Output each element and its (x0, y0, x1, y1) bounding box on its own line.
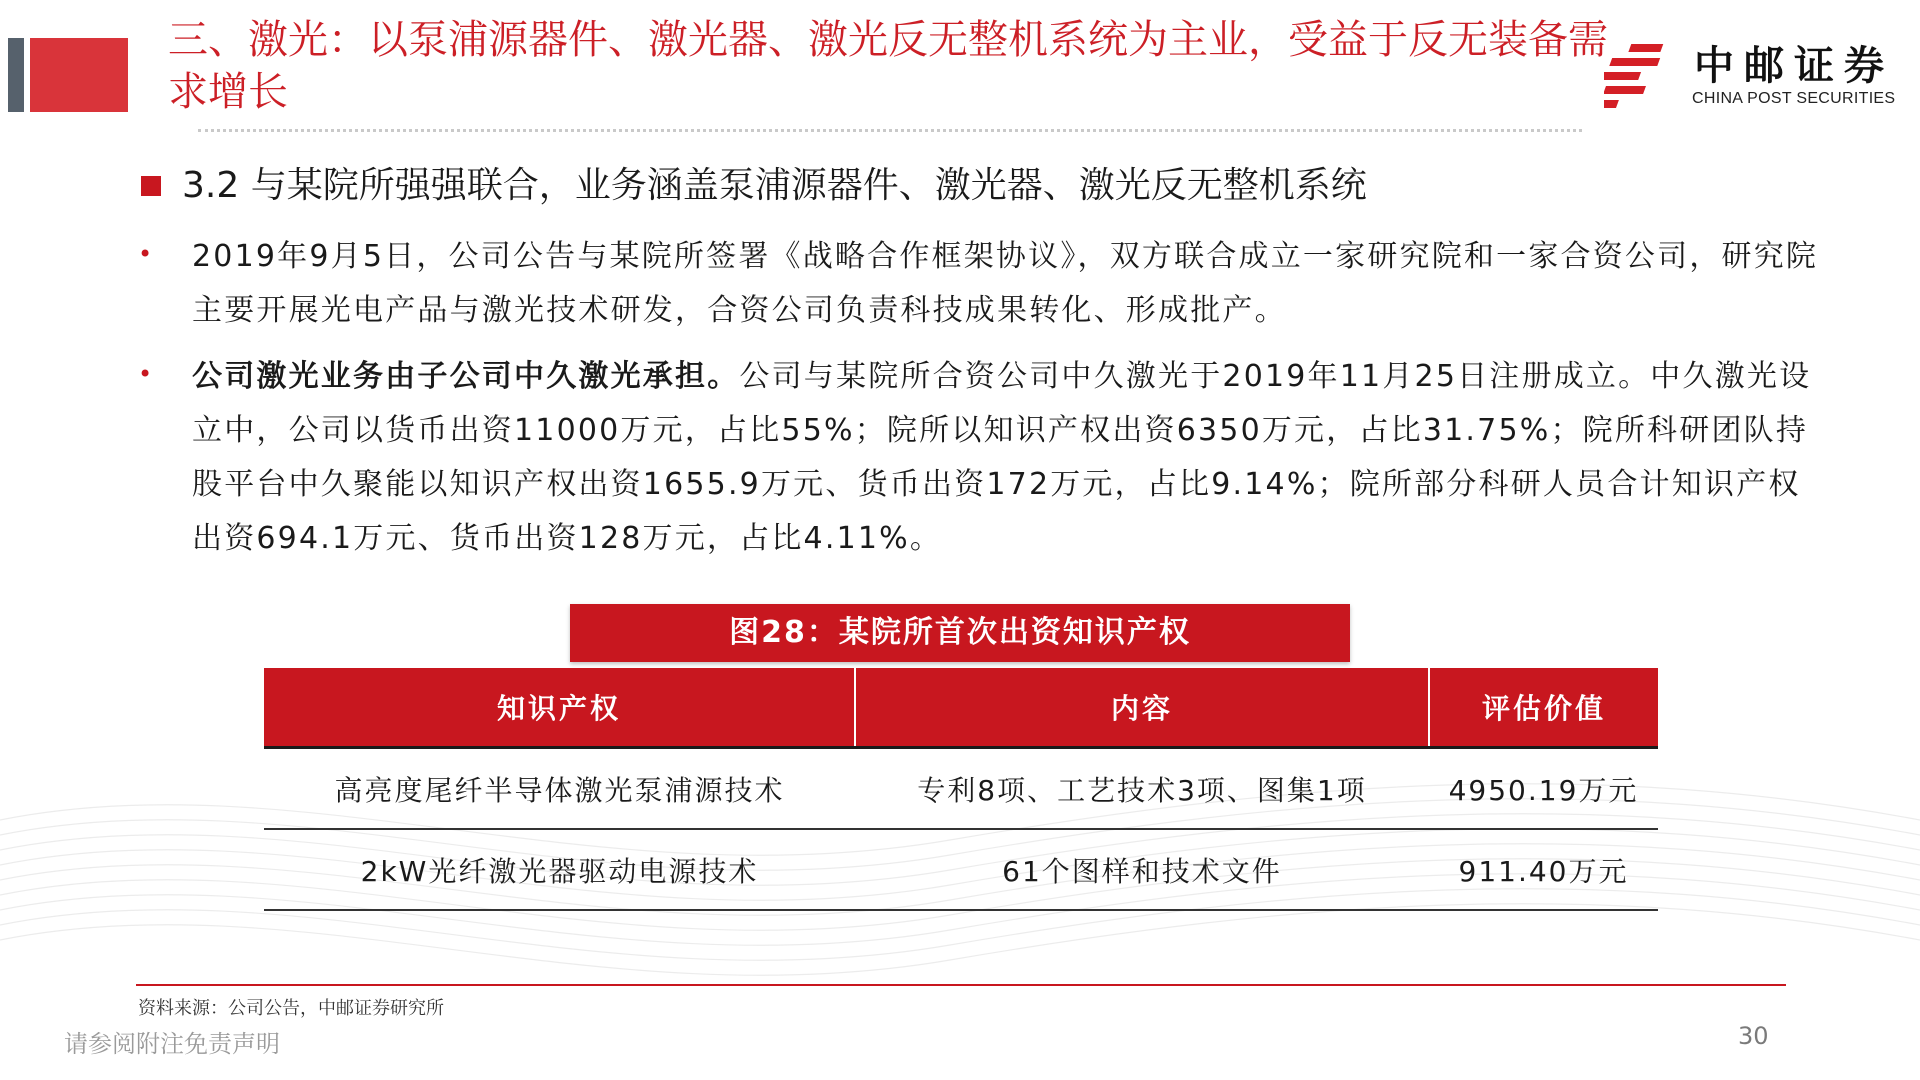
page-number: 30 (1738, 1022, 1769, 1050)
table-cell: 61个图样和技术文件 (855, 829, 1429, 910)
bullet-text (192, 230, 1832, 338)
table-cell: 911.40万元 (1429, 829, 1658, 910)
bullet-text (192, 350, 1832, 566)
table-header-row (264, 668, 1658, 748)
company-logo (1604, 42, 1904, 112)
table-row (264, 829, 1658, 910)
slide-title: 三、激光：以泵浦源器件、激光器、激光反无整机系统为主业，受益于反无装备需求增长 (168, 17, 1608, 115)
bullet-dot: • (138, 240, 153, 268)
table-cell: 高亮度尾纤半导体激光泵浦源技术 (264, 748, 855, 830)
header-accent-red (30, 38, 128, 112)
table-header-cell: 评估价值 (1429, 668, 1658, 748)
table-cell: 2kW光纤激光器驱动电源技术 (264, 829, 855, 910)
disclaimer-link[interactable]: 请参阅附注免责声明 (64, 1030, 280, 1058)
header-accent-gray (8, 38, 24, 112)
source-divider (136, 984, 1786, 986)
source-note: 资料来源：公司公告，中邮证券研究所 (138, 998, 444, 1019)
section-title: 3.2 与某院所强强联合，业务涵盖泵浦源器件、激光器、激光反无整机系统 (182, 165, 1367, 206)
china-post-logo-icon (1604, 42, 1674, 112)
table-header-cell: 内容 (855, 668, 1429, 748)
figure-caption: 图28：某院所首次出资知识产权 (570, 604, 1350, 662)
table-row (264, 748, 1658, 830)
logo-english-name: CHINA POST SECURITIES (1692, 90, 1896, 107)
bullet-text-body: 2019年9月5日，公司公告与某院所签署《战略合作框架协议》，双方联合成立一家研究院和一家合资公司，研究院主要开展光电产品与激光技术研发，合资公司负责科技成果转化、形成批产。 (192, 239, 1819, 328)
ip-table (264, 668, 1658, 911)
bullet-text-body: 公司与某院所合资公司中久激光于2019年11月25日注册成立。中久激光设立中，公司以货币出资11000万元，占比55%；院所以知识产权出资6350万元，占比31.75%；院所科研团队持股平台中久聚能以知识产权出资1655.9万元、货币出资172万元，占比9.14%；院所部分科研人员合计知识产权出资694.1万元、货币出资128万元，占比4.11%。 (192, 359, 1812, 556)
table-header-cell: 知识产权 (264, 668, 855, 748)
logo-chinese-name: 中邮证券 (1694, 43, 1894, 89)
bullet-dot: • (138, 360, 153, 388)
bullet-text-bold: 公司激光业务由子公司中久激光承担。 (192, 359, 740, 394)
table-cell: 4950.19万元 (1429, 748, 1658, 830)
section-marker (141, 176, 161, 196)
header-divider (198, 129, 1582, 132)
table-cell: 专利8项、工艺技术3项、图集1项 (855, 748, 1429, 830)
